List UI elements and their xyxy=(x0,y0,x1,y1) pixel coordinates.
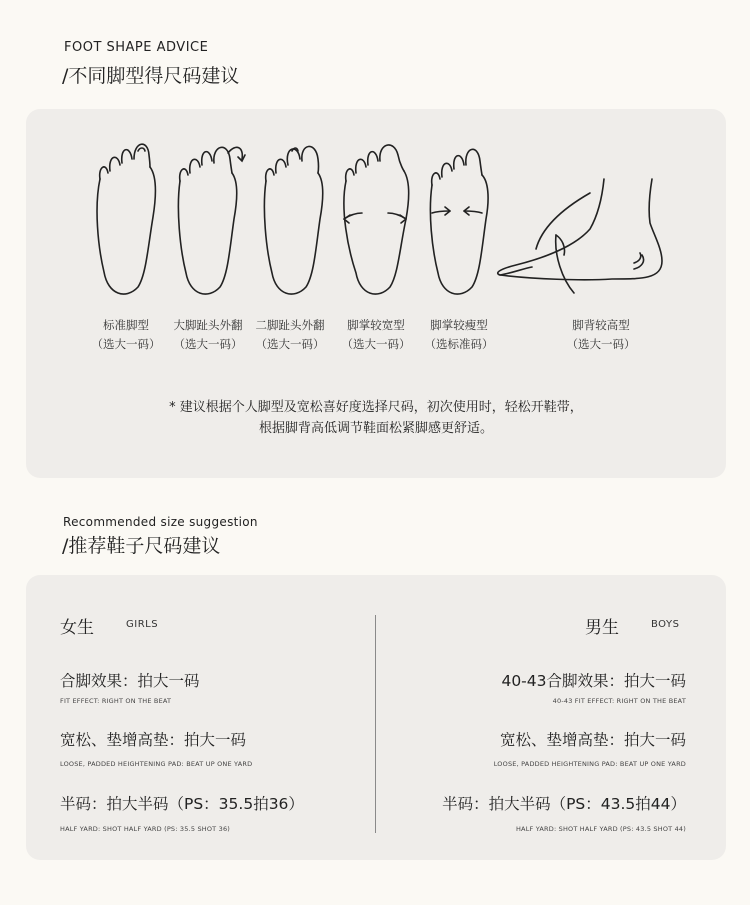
boys-rule: 宽松、垫增高垫：拍大一码 xyxy=(499,731,686,749)
fitting-note: * 建议根据个人脚型及宽松喜好度选择尺码，初次使用时，轻松开鞋带， 根据脚背高低调节鞋面松紧脚感更舒适。 xyxy=(169,400,583,436)
section-title: /不同脚型得尺码建议 xyxy=(62,65,240,87)
standard-foot-illustration xyxy=(90,137,162,302)
boys-rule-en: 40-43 FIT EFFECT: RIGHT ON THE BEAT xyxy=(552,697,686,705)
girls-rule: 合脚效果：拍大一码 xyxy=(60,672,200,690)
section-eng-title: FOOT SHAPE ADVICE xyxy=(64,40,209,55)
column-divider xyxy=(375,615,376,833)
girls-rule: 半码：拍大半码（PS：35.5拍36） xyxy=(60,795,304,813)
high-instep-foot-illustration xyxy=(492,175,672,300)
foot-label: 二脚趾头外翻 （选大一码） xyxy=(255,318,325,351)
girls-subheading: GIRLS xyxy=(126,619,159,630)
big-toe-valgus-foot-illustration xyxy=(172,137,252,302)
girls-rule-en: LOOSE, PADDED HEIGHTENING PAD: BEAT UP ONE YARD xyxy=(60,760,253,768)
boys-heading: 男生 xyxy=(585,618,619,638)
girls-rule-en: FIT EFFECT: RIGHT ON THE BEAT xyxy=(60,697,172,705)
boys-rule-en: LOOSE, PADDED HEIGHTENING PAD: BEAT UP ONE YARD xyxy=(493,760,686,768)
foot-label: 标准脚型 （选大一码） xyxy=(91,318,161,351)
boys-rule: 40-43合脚效果：拍大一码 xyxy=(501,672,686,690)
girls-rule: 宽松、垫增高垫：拍大一码 xyxy=(60,731,247,749)
section-title: /推荐鞋子尺码建议 xyxy=(62,535,221,557)
foot-label: 大脚趾头外翻 （选大一码） xyxy=(173,318,243,351)
wide-forefoot-illustration xyxy=(338,137,418,302)
size-suggestion-panel xyxy=(26,575,726,860)
section-eng-title: Recommended size suggestion xyxy=(63,515,258,529)
foot-label: 脚掌较宽型 （选大一码） xyxy=(341,318,411,351)
foot-label: 脚掌较瘦型 （选标准码） xyxy=(424,318,494,351)
foot-shape-panel xyxy=(26,109,726,478)
foot-label: 脚背较高型 （选大一码） xyxy=(566,318,636,351)
narrow-forefoot-illustration xyxy=(424,137,496,302)
second-toe-valgus-foot-illustration xyxy=(258,137,330,302)
boys-rule-en: HALF YARD: SHOT HALF YARD (PS: 43.5 SHOT 44) xyxy=(515,825,686,833)
boys-rule: 半码：拍大半码（PS：43.5拍44） xyxy=(442,795,686,813)
girls-rule-en: HALF YARD: SHOT HALF YARD (PS: 35.5 SHOT 36) xyxy=(60,825,231,833)
boys-subheading: BOYS xyxy=(651,619,680,630)
girls-heading: 女生 xyxy=(60,618,94,638)
